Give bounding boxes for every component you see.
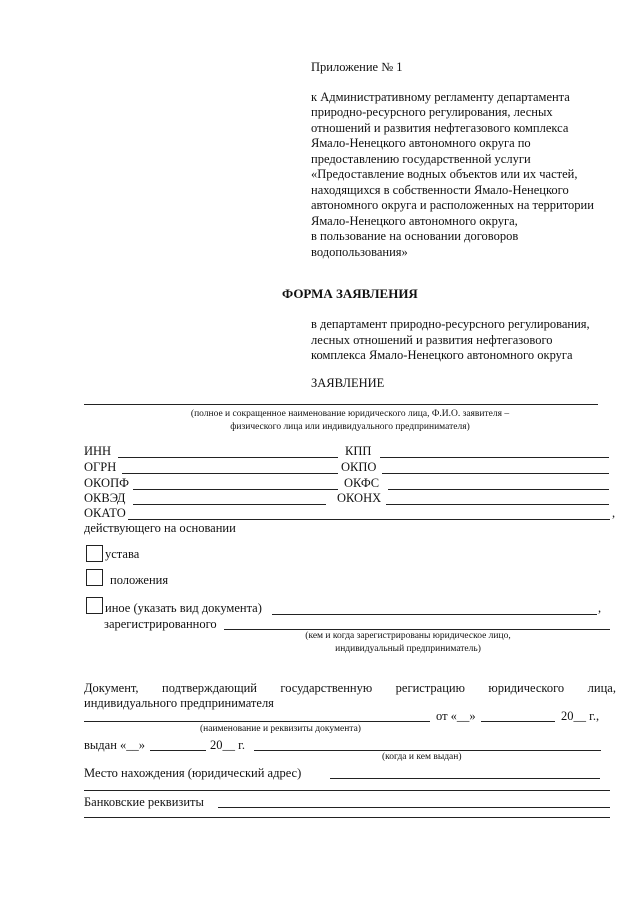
label-okonh: ОКОНХ: [337, 491, 382, 505]
ogrn-field[interactable]: [122, 473, 338, 474]
label-okfs: ОКФС: [344, 476, 380, 490]
okfs-field[interactable]: [388, 489, 609, 490]
word: Документ,: [84, 681, 139, 695]
other-label: иное (указать вид документа): [105, 601, 262, 615]
other-document-field[interactable]: [272, 614, 597, 615]
charter-label: устава: [105, 547, 140, 561]
other-comma: ,: [598, 601, 602, 615]
word: подтверждающий: [162, 681, 257, 695]
okato-field[interactable]: [128, 519, 610, 520]
okpo-field[interactable]: [382, 473, 609, 474]
doc-confirm-line2: индивидуального предпринимателя: [84, 696, 274, 710]
bank-field-2[interactable]: [84, 817, 610, 818]
applicant-name-field[interactable]: [84, 404, 598, 405]
applicant-hint: [140, 408, 560, 434]
regulation-label: положения: [110, 573, 169, 587]
addressee-line: лесных отношений и развития нефтегазового: [311, 332, 553, 347]
word: государственную: [280, 681, 373, 695]
statement-title: ЗАЯВЛЕНИЕ: [311, 376, 385, 390]
appendix-line: отношений и развития нефтегазового комплекса: [311, 120, 569, 135]
location-field[interactable]: [330, 778, 600, 779]
appendix-line: Ямало-Ненецкого автономного округа,: [311, 213, 518, 228]
regulation-checkbox[interactable]: [86, 569, 103, 586]
issued-hint: (когда и кем выдан): [382, 752, 462, 762]
label-kpp: КПП: [345, 444, 372, 458]
word: регистрацию: [395, 681, 465, 695]
addressee-line: в департамент природно-ресурсного регулирования,: [311, 317, 590, 331]
location-field-2[interactable]: [84, 790, 610, 791]
other-checkbox[interactable]: [86, 597, 103, 614]
issued-label: выдан «__»: [84, 738, 146, 752]
charter-checkbox[interactable]: [86, 545, 103, 562]
issued-year-label: 20__ г.: [210, 738, 245, 752]
hint-line: физического лица или индивидуального предпринимателя): [230, 422, 470, 432]
hint-line: (кем и когда зарегистрированы юридическое лицо,: [305, 631, 511, 641]
addressee-block: [311, 317, 590, 364]
appendix-line: «Предоставление водных объектов или их частей,: [311, 167, 578, 181]
label-okpo: ОКПО: [341, 460, 377, 474]
form-title: ФОРМА ЗАЯВЛЕНИЯ: [282, 286, 418, 301]
bank-field[interactable]: [218, 807, 610, 808]
registered-hint: [288, 630, 528, 656]
inn-field[interactable]: [118, 457, 338, 458]
appendix-title: Приложение № 1: [311, 60, 403, 74]
issued-by-field[interactable]: [254, 750, 601, 751]
issued-date-field[interactable]: [150, 750, 206, 751]
label-okopf: ОКОПФ: [84, 476, 129, 490]
doc-year-label: 20__ г.,: [561, 709, 600, 723]
location-label: Место нахождения (юридический адрес): [84, 766, 302, 780]
doc-date-field[interactable]: [481, 721, 555, 722]
label-ogrn: ОГРН: [84, 460, 117, 474]
word: лица,: [587, 681, 616, 695]
label-okato: ОКАТО: [84, 506, 126, 520]
appendix-line: природно-ресурсного регулирования, лесных: [311, 105, 553, 119]
doc-confirm-line1: [84, 681, 616, 697]
label-inn: ИНН: [84, 444, 112, 458]
appendix-block: [311, 60, 594, 260]
bank-label: Банковские реквизиты: [84, 795, 204, 809]
appendix-line: Ямало-Ненецкого автономного округа по: [311, 136, 531, 150]
okato-comma: ,: [612, 506, 616, 520]
doc-from-label: от «__»: [436, 709, 476, 723]
appendix-line: автономного округа и расположенных на территории: [311, 198, 594, 212]
okved-field[interactable]: [133, 504, 326, 505]
appendix-line: предоставлению государственной услуги: [311, 151, 531, 166]
label-okved: ОКВЭД: [84, 491, 126, 505]
appendix-line: водопользования»: [311, 244, 408, 259]
addressee-line: комплекса Ямало-Ненецкого автономного округа: [311, 348, 573, 362]
okopf-field[interactable]: [133, 489, 338, 490]
okonh-field[interactable]: [386, 504, 609, 505]
kpp-field[interactable]: [380, 457, 609, 458]
hint-line: (полное и сокращенное наименование юридического лица, Ф.И.О. заявителя –: [190, 409, 510, 419]
doc-hint: (наименование и реквизиты документа): [200, 724, 361, 734]
registered-label: зарегистрированного: [104, 617, 217, 631]
appendix-line: находящихся в собственности Ямало-Ненецкого: [311, 182, 569, 197]
word: юридического: [488, 681, 565, 695]
hint-line: индивидуальный предприниматель): [335, 644, 481, 654]
appendix-line: в пользование на основании договоров: [311, 229, 519, 243]
appendix-line: к Административному регламенту департамента: [311, 89, 570, 104]
doc-name-field[interactable]: [84, 721, 430, 722]
acting-basis-label: действующего на основании: [84, 521, 236, 535]
